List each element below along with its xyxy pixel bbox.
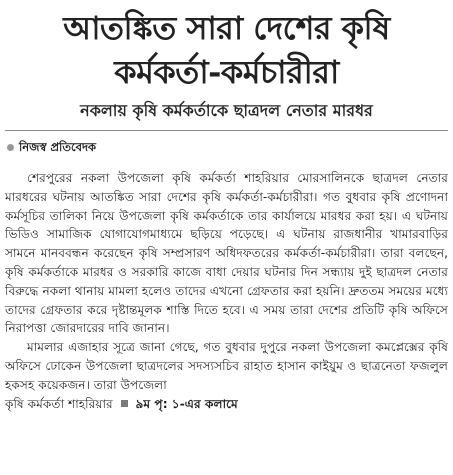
paragraph-2: মামলার এজাহার সূত্রে জানা গেছে, গত বুধবার দুপুরে নকলা উপজেলা কমপ্লেক্সের কৃষি অফিসে ঢোকেন উপজেলা ছাত্রদলের সদস্যসচিব রাহাত হাসান কাইয়ুম ও ছাত্রনেতা ফজলুল হকসহ কয়েকজন। তারা উপজেলা: [5, 340, 448, 392]
headline-line-1: আতঙ্কিত সারা দেশের কৃষি: [63, 9, 390, 47]
square-bullet-icon: [121, 400, 128, 407]
divider: [5, 130, 448, 131]
article-body: [5, 169, 448, 413]
subheadline: নকলায় কৃষি কর্মকর্তাকে ছাত্রদল নেতার মারধর: [80, 101, 373, 120]
headline: [5, 6, 448, 94]
paragraph-1: শেরপুরের নকলা উপজেলা কৃষি কর্মকর্তা শাহরিয়ার মোরসালিনকে ছাত্রদল নেতার মারধরের ঘটনায় আতঙ্কিত সারা দেশের কৃষি কর্মকর্তা-কর্মচারীরা। গত বুধবার কৃষি প্রণোদনা কর্মসূচির তালিকা নিয়ে উপজেলা কৃষি কর্মকর্তাকে তার কার্যালয়ে মারধর করা হয়। এ ঘটনায় ভিডিও সামাজিক যোগাযোগমাধ্যমে ছড়িয়ে পড়েছে। এ ঘটনায় রাজধানীর খামারবাড়ির সামনে মানববন্ধন করেছেন কৃষি সম্প্রসারণ অধিদফতরের কর্মকর্তা-কর্মচারীরা। তারা বলছেন, কৃষি কর্মকর্তাকে মারধর ও সরকারি কাজে বাধা দেয়ার ঘটনার দিন সন্ধ্যায় দুই ছাত্রদল নেতার বিরুদ্ধে নকলা থানায় মামলা হলেও তাদের এখনো গ্রেফতার করা হয়নি। দ্রুততম সময়ের মধ্যে তাদের গ্রেফতার করে দৃষ্টান্তমূলক শাস্তি দিতে হবে। এ সময় তারা দেশের প্রতিটি কৃষি অফিসে নিরাপত্তা জোরদারের দাবি জানান।: [5, 171, 448, 336]
headline-line-2: কর্মকর্তা-কর্মচারীরা: [114, 53, 339, 91]
jump-reference: ৯ম পৃ: ১-এর কলামে: [135, 396, 238, 411]
byline: [7, 139, 448, 155]
bullet-icon: [7, 144, 14, 151]
continuation-line: [5, 395, 448, 414]
last-line-text: কৃষি কর্মকর্তা শাহরিয়ার: [5, 396, 113, 411]
byline-text: নিজস্ব প্রতিবেদক: [19, 140, 97, 154]
